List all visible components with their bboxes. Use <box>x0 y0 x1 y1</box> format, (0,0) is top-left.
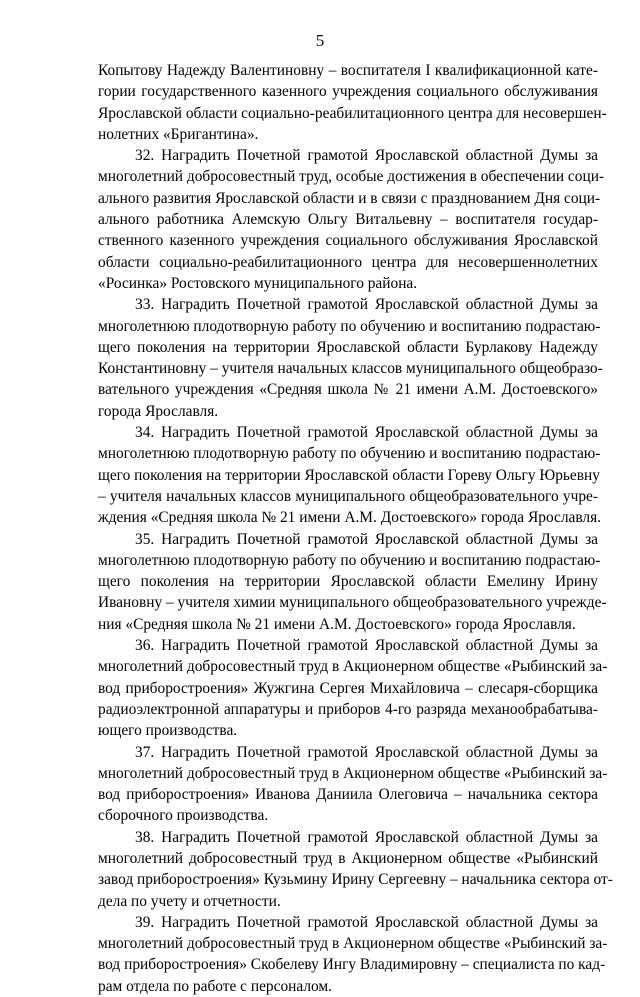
text-line: сборочного производства. <box>98 807 269 825</box>
text-line: 36. Наградить Почетной грамотой Ярославской областной Думы за <box>135 637 598 655</box>
text-line: вод приборостроения» Жужгина Сергея Михайловича – слесаря-сборщика <box>98 679 598 697</box>
paragraph <box>98 294 603 422</box>
text-line: щего поколения на территории Ярославской области Бурлакову Надежду <box>98 338 598 356</box>
paragraph <box>98 635 608 741</box>
paragraph <box>98 529 607 635</box>
text-line: 35. Наградить Почетной грамотой Ярославской областной Думы за <box>135 530 598 548</box>
text-line: Константиновну – учителя начальных классов муниципального общеобразо- <box>98 360 603 378</box>
text-line: завод приборостроения» Кузьмину Ирину Сергеевну – начальника сектора от- <box>98 871 613 889</box>
text-line: 37. Наградить Почетной грамотой Ярославской областной Думы за <box>135 743 598 761</box>
text-line: радиоэлектронной аппаратуры и приборов 4-го разряда механообрабатыва- <box>98 700 598 718</box>
text-line: ственного казенного учреждения социального обслуживания Ярославской <box>98 232 598 250</box>
text-line: – учителя начальных классов муниципального общеобразовательного учре- <box>98 487 598 505</box>
text-line: многолетнюю плодотворную работу по обучению и воспитанию подрастаю- <box>98 445 601 463</box>
text-line: вательного учреждения «Средняя школа № 21 имени А.М. Достоевского» <box>98 381 598 399</box>
text-line: Ивановну – учителя химии муниципального общеобразовательного учрежде- <box>98 594 607 612</box>
text-line: Копытову Надежду Валентиновну – воспитателя I квалификационной кате- <box>98 62 598 79</box>
page-number: 5 <box>315 31 325 50</box>
text-line: области социально-реабилитационного центра для несовершеннолетних <box>98 253 598 271</box>
text-line: рам отдела по работе с персоналом. <box>98 977 333 995</box>
text-line: дела по учету и отчетности. <box>98 892 281 910</box>
text-line: вод приборостроения» Скобелеву Ингу Владимировну – специалиста по кад- <box>98 956 606 974</box>
text-line: нолетних «Бригантина». <box>98 125 259 143</box>
text-line: щего поколения на территории Ярославской области Емелину Ирину <box>98 573 598 591</box>
text-line: ального работника Алемскую Ольгу Витальевну – воспитателя государ- <box>98 211 598 229</box>
text-line: города Ярославля. <box>98 402 219 420</box>
paragraph <box>98 145 605 294</box>
text-line: многолетнюю плодотворную работу по обучению и воспитанию подрастаю- <box>98 317 601 335</box>
text-line: многолетний добросовестный труд, особые достижения в обеспечении соци- <box>98 168 605 186</box>
text-line: ального развития Ярославской области и в связи с празднованием Дня соци- <box>98 189 601 207</box>
text-line: многолетний добросовестный труд в Акционерном обществе «Рыбинский за- <box>98 658 608 676</box>
text-line: ния «Средняя школа № 21 имени А.М. Достоевского» города Ярославля. <box>98 615 576 633</box>
text-line: щего поколения на территории Ярославской области Гореву Ольгу Юрьевну <box>98 466 600 484</box>
text-line: 32. Наградить Почетной грамотой Ярославской областной Думы за <box>135 147 598 165</box>
text-line: вод приборостроения» Иванова Даниила Олеговича – начальника сектора <box>98 786 598 804</box>
paragraph <box>98 912 608 997</box>
document-body <box>98 60 613 997</box>
text-line: 33. Наградить Почетной грамотой Ярославской областной Думы за <box>135 296 598 314</box>
text-line: ющего производства. <box>98 722 238 740</box>
paragraph <box>98 422 602 528</box>
paragraph <box>98 742 608 827</box>
text-line: многолетний добросовестный труд в Акционерном обществе «Рыбинский <box>98 849 598 867</box>
text-line: многолетний добросовестный труд в Акционерном обществе «Рыбинский за- <box>98 764 608 782</box>
paragraph <box>98 60 607 145</box>
text-line: гории государственного казенного учреждения социального обслуживания <box>98 83 598 101</box>
text-line: 39. Наградить Почетной грамотой Ярославской областной Думы за <box>135 913 598 931</box>
text-line: многолетний добросовестный труд в Акционерном обществе «Рыбинский за- <box>98 935 608 953</box>
text-line: «Росинка» Ростовского муниципального района. <box>98 274 418 292</box>
text-line: 34. Наградить Почетной грамотой Ярославской областной Думы за <box>135 424 598 442</box>
text-line: ждения «Средняя школа № 21 имени А.М. Достоевского» города Ярославля. <box>98 509 602 527</box>
paragraph <box>98 827 613 912</box>
text-line: многолетнюю плодотворную работу по обучению и воспитанию подрастаю- <box>98 551 601 569</box>
text-line: Ярославской области социально-реабилитационного центра для несовершен- <box>98 104 607 122</box>
text-line: 38. Наградить Почетной грамотой Ярославской областной Думы за <box>135 828 598 846</box>
